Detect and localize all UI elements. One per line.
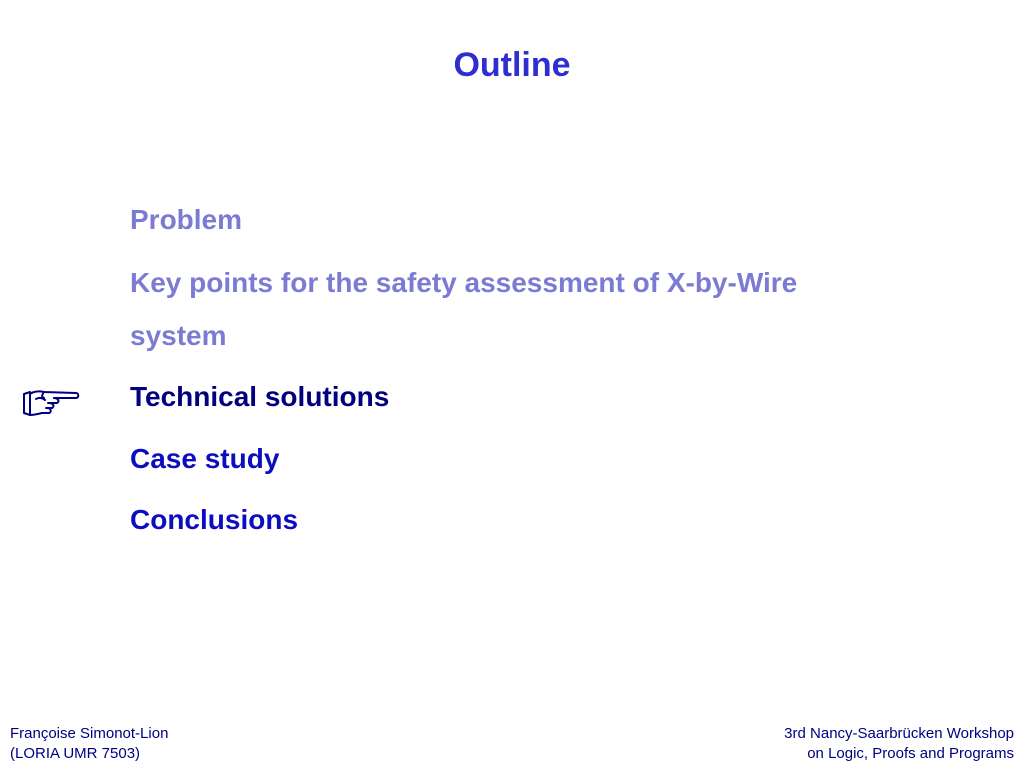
outline-item-key-points-continued: system: [130, 320, 227, 351]
slide-title: Outline: [453, 46, 571, 84]
footer-author-affiliation: (LORIA UMR 7503): [10, 745, 141, 762]
pointing-hand-icon: [22, 388, 80, 418]
outline-item-key-points: Key points for the safety assessment of X-by-Wire: [130, 267, 798, 298]
footer-event-name: 3rd Nancy-Saarbrücken Workshop: [784, 725, 1014, 742]
outline-item-problem: Problem: [130, 204, 243, 235]
outline-item-conclusions: Conclusions: [130, 504, 299, 535]
footer-author-name: Françoise Simonot-Lion: [10, 725, 169, 742]
footer-event-subtitle: on Logic, Proofs and Programs: [807, 745, 1014, 762]
outline-item-technical-solutions: Technical solutions: [130, 381, 390, 412]
outline-item-case-study: Case study: [130, 443, 280, 474]
footer-event: [784, 724, 1014, 764]
footer-author: [10, 724, 168, 764]
